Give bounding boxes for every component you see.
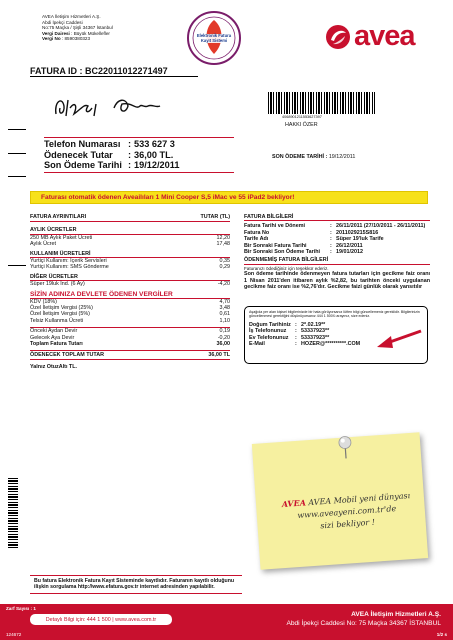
detail-info-text: Detaylı Bilgi için: 444 1 500 | www.avea.com.tr (45, 616, 157, 623)
promo-text: Faturası otomatik ödenen Aveailıları 1 Mini Cooper S,5 iMac ve 55 iPad2 bekliyor! (41, 194, 295, 201)
invoice-details (30, 214, 230, 370)
carry-label: Önceki Aydan Devir (30, 328, 78, 335)
contact-note: Aşağıda yer alan kişisel bilgilerinizde bir hata görüyorsanız lütfen bilgi güncellemeniz gereklidir. Bilgilerinizin güncellenmesi gerektiğini düşünüyorsanız 444 1 500'ü arayınız, size edeniz. (249, 310, 420, 319)
signature-icon (52, 94, 162, 122)
margin-mark (8, 129, 26, 130)
detail-label: Süper 19luk İnd. (6 Ay) (30, 281, 85, 288)
contact-label: E-Mail (249, 341, 265, 348)
info-label: Bir Sonraki Fatura Tarihi (244, 242, 307, 249)
sticky-note (252, 432, 428, 569)
tax-office: Büyük Mükellefler (73, 30, 110, 36)
promo-banner (30, 191, 428, 204)
signatures (52, 94, 162, 127)
barcode-text: 4068901211553627397 (282, 115, 322, 119)
avea-logo-text: avea (354, 20, 415, 52)
footer-left-code: 124672 (6, 632, 22, 637)
detail-value: 12,20 (216, 234, 230, 241)
sticky-line1: AVEA AVEA Mobil yeni dünyası (281, 491, 411, 510)
vertical-barcode (8, 478, 18, 548)
footer-company (286, 611, 441, 628)
section-title: KULLANIM ÜCRETLERİ (30, 251, 230, 258)
tax-value: 0,61 (219, 311, 230, 318)
info-label: Tarife Adı (244, 236, 269, 243)
invoice-id-label: FATURA ID : (30, 66, 83, 76)
contact-value: 2*.02.19** (301, 321, 326, 328)
summary-label: Ödenecek Tutar (44, 149, 113, 160)
tax-label: Telsiz Kullanma Ücreti (30, 317, 84, 324)
total-value: 36,00 TL (208, 351, 230, 358)
carry-label: Toplam Fatura Tutarı (30, 341, 83, 348)
tax-office-label: Vergi Dairesi (42, 30, 70, 36)
margin-mark (8, 176, 26, 177)
company-name: AVEA İletişim Hizmetleri A.Ş. (42, 14, 101, 19)
summary-box: Telefon Numarası : 533 627 3 Ödenecek Tutar : 36,00 TL. Son Ödeme Tarihi : 19/12/2011 (44, 137, 234, 173)
due-right-value: 19/12/2011 (328, 154, 356, 160)
contact-value: 53337923** (301, 328, 330, 335)
late-text: Son ödeme tarihinde ödenmeyen fatura tutarları için gecikme faiz oranı 1 Nisan 2011'den itibaren aylık %2,82, bu tarihten önceki uygulanan gecikme faiz oranı ise %2,76'dır. Gecikme faizi günlük olarak yansıtılır (244, 271, 430, 291)
info-value: 2011029215S816 (336, 229, 379, 236)
contact-value: 53337923** (301, 334, 330, 341)
info-value: 26/12/2011 (336, 242, 363, 249)
detail-value: -4,20 (217, 281, 230, 288)
detail-label: Yurtiçi Kullanım: İçerik Servisleri (30, 258, 107, 265)
barcode (268, 92, 375, 114)
invoice-id (30, 66, 198, 77)
efatura-seal (186, 10, 242, 66)
invoice-id-value: BC22011012271497 (85, 66, 168, 76)
due-right-label: SON ÖDEME TARİHİ : (272, 154, 328, 160)
customer-name: HAKKI ÖZER (285, 122, 318, 128)
info-label: Fatura Tarihi ve Dönemi (244, 223, 306, 230)
efatura-footer-note: Bu fatura Elektronik Fatura Kayıt Sisteminde kayıtlıdır. Faturanın kayıtlı olduğunu ilişkin sorgulama http://www.efatura.gov.tr internet adresinden yapılabilir. (30, 575, 242, 594)
carry-value: 36,00 (216, 341, 230, 348)
tax-value: 3,48 (219, 305, 230, 312)
info-value: 26/11/2011 (27/10/2011 - 26/11/2011) (336, 223, 426, 230)
sticky-line3: sizi bekliyor ! (320, 517, 376, 531)
detail-value: 0,35 (219, 258, 230, 265)
summary-label: Telefon Numarası (44, 139, 121, 149)
margin-mark (8, 153, 26, 154)
tax-label: Özel İletişim Vergisi (25%) (30, 305, 93, 312)
page-number: 1/2 s (436, 632, 447, 637)
company-street: Abdi İpekçi Caddesi (42, 19, 83, 25)
tax-label: Özel İletişim Vergisi (5%) (30, 311, 90, 318)
contact-value: HOZER@**********.COM (301, 341, 361, 348)
detail-label: Aylık Ücret (30, 241, 56, 248)
due-date-right (272, 154, 355, 160)
detail-value: 0,29 (219, 264, 230, 271)
summary-value: 36,00 TL. (134, 149, 174, 160)
sticky-text: AVEA Mobil yeni dünyası (308, 491, 411, 508)
efatura-line1: Elektronik Fatura (196, 33, 232, 38)
info-value: 19/01/2012 (336, 249, 363, 256)
avea-swirl-icon (325, 24, 351, 50)
carry-value: 0,19 (219, 328, 230, 335)
company-address: No:75 Maçka / Şişli 34367 İstanbul (42, 25, 113, 31)
avea-logo (325, 20, 415, 53)
detail-label: 250 MB Aylık Paket Ücreti (30, 234, 93, 241)
late-title: ÖDENMEMİŞ FATURA BİLGİLERİ (244, 257, 430, 264)
footer-company-address: Abdi İpekçi Caddesi No: 75 Maçka 34367 İSTANBUL (286, 619, 441, 627)
efatura-line2: Kayıt Sistemi (200, 37, 228, 43)
details-title: FATURA AYRINTILARI (30, 214, 87, 220)
contact-label: Ev Telefonunuz (249, 334, 289, 341)
company-info: AVEA İletişim Hizmetleri A.Ş. Abdi İpekçi Caddesi No:75 Maçka / Şişli 34367 İstanbul Vergi Dairesi : Büyük Mükellefler Vergi No : 8590380323 (42, 14, 152, 42)
contact-label: İş Telefonunuz (249, 328, 287, 335)
envelope-count: Zarf Sayısı : 1 (6, 606, 36, 611)
summary-value: 19/12/2011 (134, 160, 180, 170)
tax-value: 4,70 (219, 298, 230, 305)
tax-no: 8590380323 (64, 36, 91, 42)
margin-mark (8, 265, 26, 266)
carry-label: Gelecek Aya Devir (30, 334, 75, 341)
section-title: DİĞER ÜCRETLER (30, 274, 230, 281)
detail-info-pill (30, 614, 172, 625)
carry-value: -0,20 (217, 334, 230, 341)
info-title: FATURA BİLGİLERİ (244, 214, 430, 221)
info-label: Fatura No (244, 229, 270, 236)
contact-box: Aşağıda yer alan kişisel bilgilerinizde bir hata görüyorsanız lütfen bilgi güncellemeniz gereklidir. Bilgilerinizin güncellenmesi gerektiğini düşünüyorsanız 444 1 500'ü arayınız, size edeniz. Doğum Tarihiniz : 2*.02.19** İş Telefonunuz : 53337923** Ev Telefonunuz : 53337923** E-Mail : HOZER@**********.COM (244, 306, 428, 364)
detail-value: 17,48 (216, 241, 230, 248)
late-sub: Faturanızı ödediğiniz için teşekkür ederiz. (244, 265, 329, 271)
arrow-icon (371, 327, 423, 353)
amount-in-words: Yalnız OtuzAltı TL. (30, 363, 78, 370)
details-col-header: TUTAR (TL) (200, 214, 230, 220)
contact-label: Doğum Tarihiniz (249, 321, 291, 328)
detail-label: Yurtiçi Kullanım: SMS Gönderme (30, 264, 109, 271)
tax-title: SİZİN ADINIZA DEVLETE ÖDENEN VERGİLER (30, 291, 230, 299)
summary-label: Son Ödeme Tarihi (44, 160, 122, 170)
footer-bar (0, 604, 453, 640)
info-label: Bir Sonraki Son Ödeme Tarihi (244, 249, 320, 256)
total-label: ÖDENECEK TOPLAM TUTAR (30, 351, 105, 358)
summary-value: 533 627 3 (134, 139, 175, 149)
info-value: Süper 19'luk Tarife (336, 236, 384, 243)
tax-value: 1,10 (219, 317, 230, 324)
invoice-info: FATURA BİLGİLERİ Fatura Tarihi ve Dönemi : 26/11/2011 (27/10/2011 - 26/11/2011) Fatura No : 2011029215S816 Tarife Adı : Süper 19'luk Tarife Bir Sonraki Fatura Tarihi : 26/12/2011 Bir Sonraki Son Ödeme Tarihi : 19/01/2012 ÖDENMEMİŞ FATURA BİLGİLERİ Faturanızı ödediğiniz için teşekkür ederiz. Son ödeme tarihinde ödenmeyen fatura tutarları için gecikme faiz oranı 1 Nisan 2011'den itibaren aylık %2,82, bu tarihten önceki uygulanan gecikme faiz oranı ise %2,76'dır. Gecikme faizi günlük olarak yansıtılır (244, 214, 430, 291)
sticky-line2: www.aveayeni.com.tr'de (297, 504, 397, 520)
tax-label: KDV (18%) (30, 298, 57, 305)
footer-company-name: AVEA İletişim Hizmetleri A.Ş. (351, 611, 441, 618)
section-title: AYLIK ÜCRETLER (30, 227, 230, 234)
tax-no-label: Vergi No (42, 36, 61, 42)
pushpin-icon (335, 435, 355, 460)
